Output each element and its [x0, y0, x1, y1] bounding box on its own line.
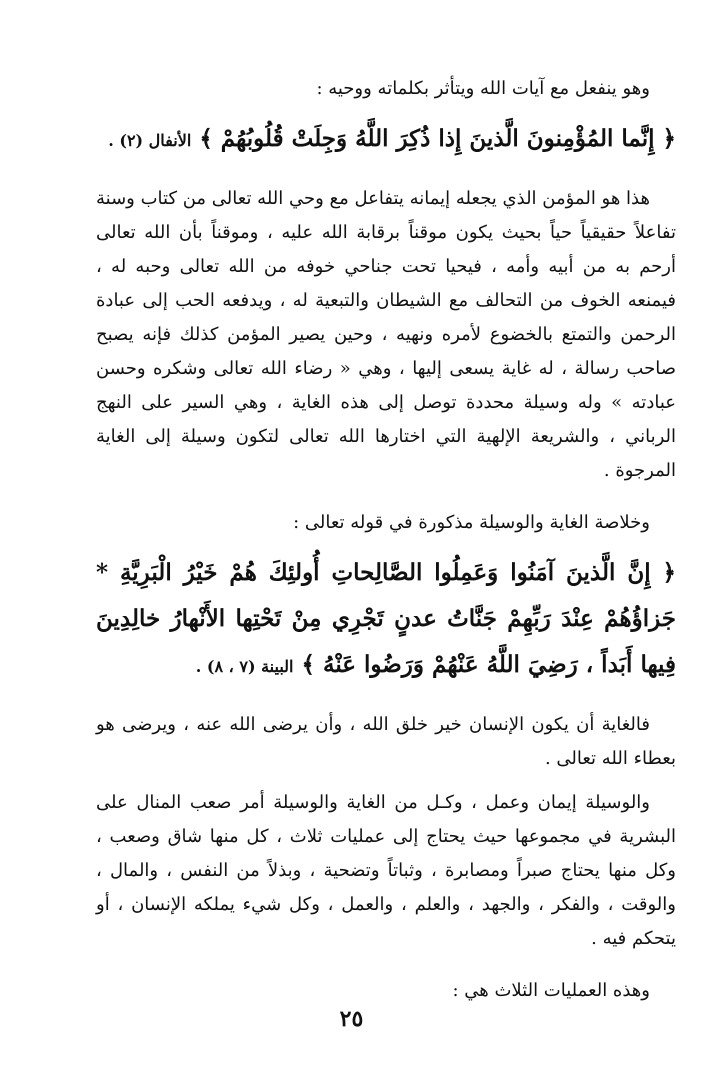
verse-reference: الأنفال (٢) . — [108, 131, 192, 150]
quran-verse-anfal — [96, 116, 676, 164]
verse-text: ﴿ إِنَّ الَّذينَ آمَنُوا وَعَمِلُوا الصَّالِحاتِ أُولئِكَ هُمْ خَيْرُ الْبَرِيَّةِ * جَزاؤُهُمْ عِنْدَ رَبِّهِمْ جَنَّاتُ عدنٍ تَجْرِي مِنْ تَحْتِها الأَنْهارُ خالِدِينَ فِيها أَبَداً ، رَضِيَ اللَّهُ عَنْهُمْ وَرَضُوا عَنْهُ ﴾ — [96, 559, 676, 678]
paragraph-operations: وهذه العمليات الثلاث هي : — [452, 980, 650, 1001]
verse-reference: البينة (٧ ، ٨) . — [195, 657, 294, 676]
paragraph-believer: هذا هو المؤمن الذي يجعله إيمانه يتفاعل مع وحي الله تعالى من كتاب وسنة تفاعلاً حقيقياً حياً بحيث يكون موقناً برقابة الله عليه ، وموقناً بأن الله تعالى أرحم به من أبيه وأمه ، فيحيا تحت جناحي خوفه من الله تعالى وحبه له ، فيمنعه الخوف من التحالف مع الشيطان والتبعية له ، ويدفعه الحب إلى عبادة الرحمن والتمتع بالخضوع لأمره ونهيه ، وحين يصير المؤمن كذلك فإنه يصبح صاحب رسالة ، له غاية يسعى إليها ، وهي « رضاء الله تعالى وشكره وحسن عبادته » وله وسيلة محددة توصل إلى هذه الغاية ، وهي السير على النهج الرباني ، والشريعة الإلهية التي اختارها الله تعالى لتكون وسيلة إلى الغاية المرجوة . — [96, 188, 676, 481]
paragraph-goal: فالغاية أن يكون الإنسان خير خلق الله ، وأن يرضى الله عنه ، ويرضى هو بعطاء الله تعالى . — [96, 714, 676, 769]
quran-verse-bayyina — [96, 550, 676, 690]
page-body — [96, 72, 676, 1008]
page-number: ٢٥ — [339, 1006, 364, 1032]
verse-text: ﴿ إِنَّما المُؤْمِنونَ الَّذينَ إِذا ذُكِرَ اللَّهُ وَجِلَتْ قُلُوبُهُمْ ﴾ — [199, 125, 676, 152]
paragraph-summary: وخلاصة الغاية والوسيلة مذكورة في قوله تعالى : — [293, 512, 650, 533]
paragraph-means: والوسيلة إيمان وعمل ، وكـل من الغاية والوسيلة أمر صعب المنال على البشرية في مجموعها حيث يحتاج إلى عمليات ثلاث ، كل منها شاق وصعب ، وكل منها يحتاج صبراً ومصابرة ، وثباتاً وتضحية ، وبذلاً من النفس ، والمال ، والوقت ، والفكر ، والجهد ، والعلم ، والعمل ، وكل شيء يملكه الإنسان ، أو يتحكم فيه . — [96, 792, 676, 949]
intro-line: وهو ينفعل مع آيات الله ويتأثر بكلماته ووحيه : — [316, 78, 650, 99]
